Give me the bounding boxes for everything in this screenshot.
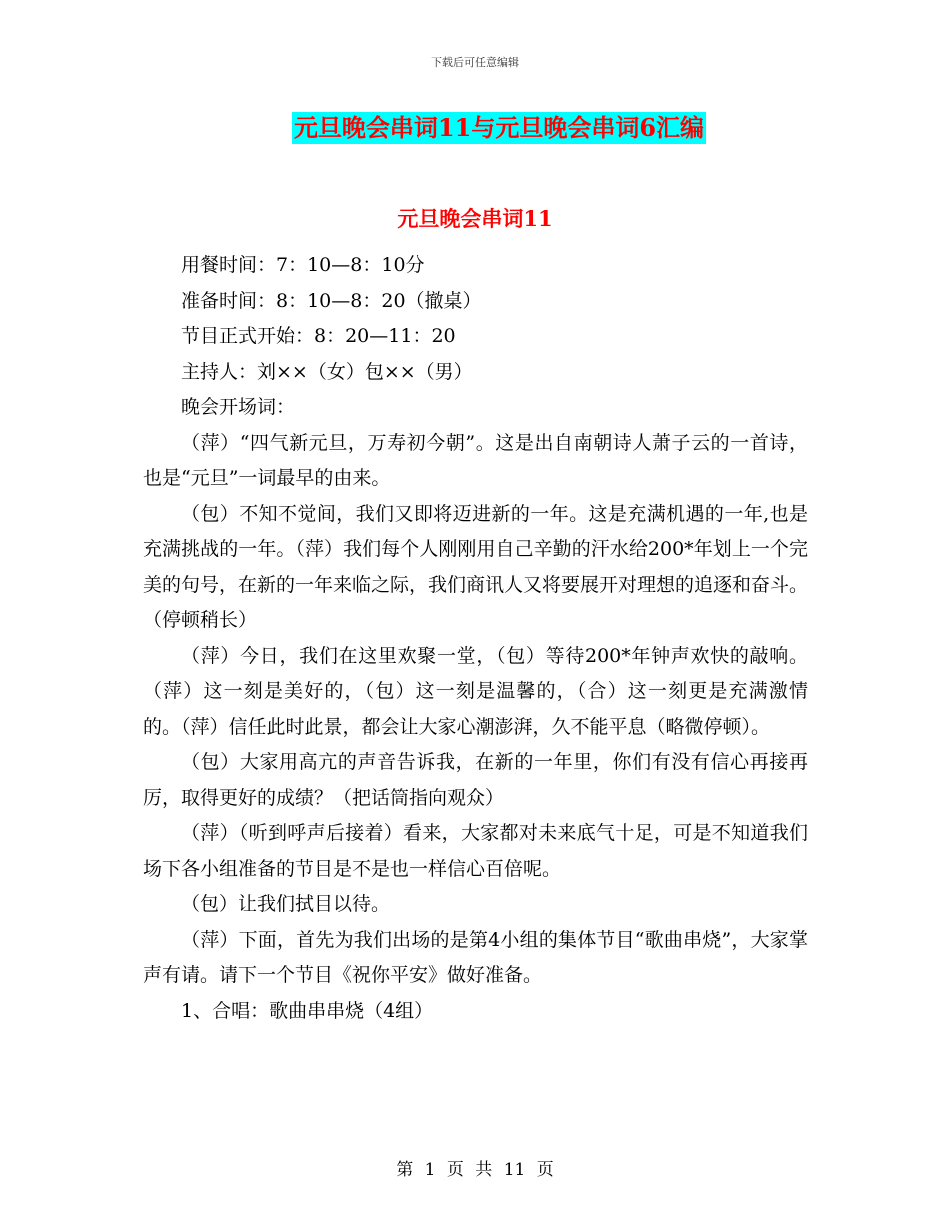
paragraph: （萍）（听到呼声后接着）看来，大家都对未来底气十足，可是不知道我们场下各小组准备的节目是不是也一样信心百倍呢。 <box>143 822 808 880</box>
paragraph-hosts: 主持人：刘××（女）包××（男） <box>181 360 473 383</box>
page-number-footer: 第 1 页 共 11 页 <box>396 1160 554 1180</box>
paragraph-prep-time: 准备时间：8：10—8：20（撤桌） <box>181 289 482 312</box>
section-title: 元旦晚会串词11 <box>397 206 553 231</box>
paragraph: （包）大家用高亢的声音告诉我，在新的一年里，你们有没有信心再接再厉，取得更好的成绩？（把话筒指向观众） <box>143 751 808 809</box>
paragraph-opening-heading: 晚会开场词： <box>181 396 296 418</box>
header-note: 下载后可任意编辑 <box>431 56 519 69</box>
main-title-wrapper <box>0 112 950 144</box>
paragraph-meal-time: 用餐时间：7：10—8：10分 <box>181 254 425 276</box>
paragraph: （包）不知不觉间，我们又即将迈进新的一年。这是充满机遇的一年,也是充满挑战的一年。（萍）我们每个人刚刚用自己辛勤的汗水给200*年划上一个完美的句号，在新的一年来临之际，我们商讯人又将要展开对理想的追逐和奋斗。（停顿稍长） <box>143 502 809 631</box>
paragraph-program-item: 1、合唱：歌曲串串烧（4组） <box>181 999 434 1022</box>
paragraph: （萍）下面，首先为我们出场的是第4小组的集体节目“歌曲串烧”，大家掌声有请。请下一个节目《祝你平安》做好准备。 <box>143 928 808 986</box>
paragraph: （包）让我们拭目以待。 <box>181 893 391 915</box>
paragraph-start-time: 节目正式开始：8：20—11：20 <box>181 325 456 347</box>
paragraph: （萍）今日，我们在这里欢聚一堂，（包）等待200*年钟声欢快的敲响。（萍）这一刻是美好的，（包）这一刻是温馨的，（合）这一刻更是充满激情的。（萍）信任此时此景，都会让大家心潮澎湃，久不能平息（略微停顿）。 <box>143 644 808 738</box>
document-body <box>143 248 808 1029</box>
main-title: 元旦晚会串词11与元旦晚会串词6汇编 <box>293 113 705 142</box>
paragraph: （萍）“四气新元旦，万寿初今朝”。这是出自南朝诗人萧子云的一首诗，也是“元旦”一词最早的由来。 <box>143 431 808 489</box>
